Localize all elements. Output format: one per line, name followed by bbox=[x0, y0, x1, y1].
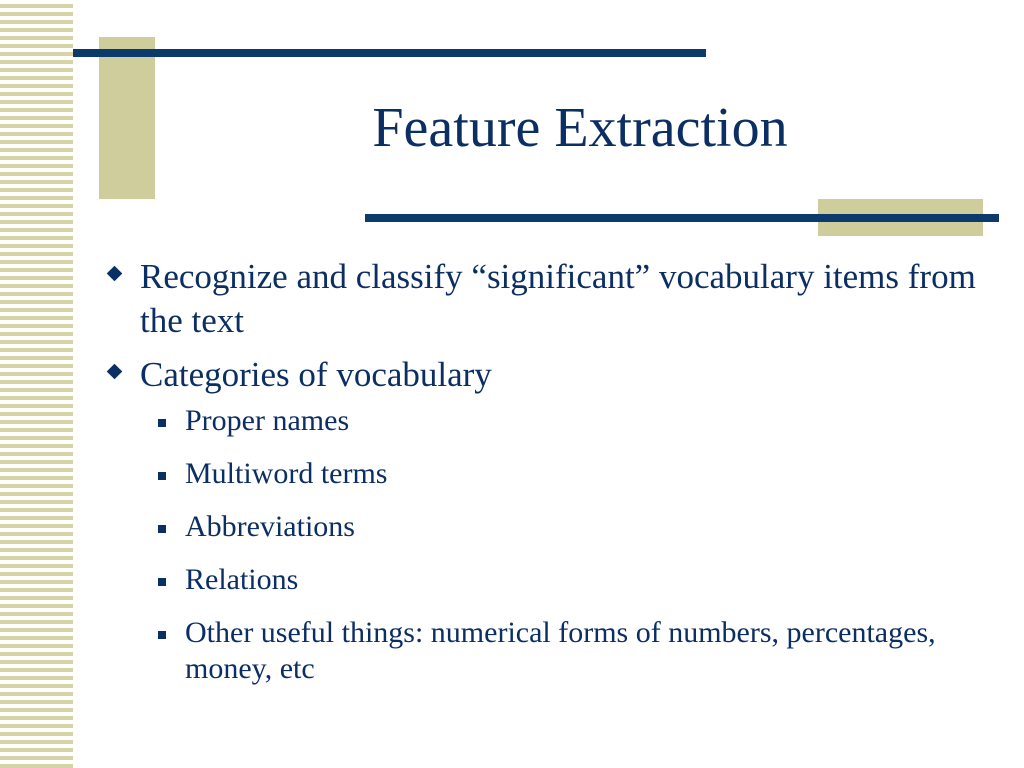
square-bullet-icon bbox=[158, 631, 166, 639]
striped-margin bbox=[0, 0, 73, 768]
sub-bullet-item bbox=[150, 509, 985, 545]
diamond-bullet-icon bbox=[107, 364, 123, 380]
square-bullet-icon bbox=[158, 578, 166, 586]
title-rule-bottom bbox=[365, 214, 999, 222]
accent-block-top bbox=[99, 37, 155, 199]
sub-bullet-text: Relations bbox=[185, 563, 299, 596]
sub-bullet-item bbox=[150, 615, 985, 687]
sub-bullet-text: Other useful things: numerical forms of numbers, percentages, money, etc bbox=[185, 616, 936, 685]
bullet-text: Categories of vocabulary bbox=[140, 355, 492, 394]
square-bullet-icon bbox=[158, 472, 166, 480]
square-bullet-icon bbox=[158, 525, 166, 533]
sub-bullet-list bbox=[150, 403, 985, 687]
bullet-item bbox=[105, 255, 985, 343]
square-bullet-icon bbox=[158, 419, 166, 427]
sub-bullet-item bbox=[150, 456, 985, 492]
sub-bullet-item bbox=[150, 562, 985, 598]
bullet-list bbox=[105, 255, 985, 704]
slide-title: Feature Extraction bbox=[372, 97, 788, 159]
sub-bullet-item bbox=[150, 403, 985, 439]
sub-bullet-text: Multiword terms bbox=[185, 457, 388, 490]
diamond-bullet-icon bbox=[107, 266, 123, 282]
bullet-text: Recognize and classify “significant” vocabulary items from the text bbox=[140, 257, 976, 340]
title-rule-top bbox=[73, 49, 706, 57]
sub-bullet-text: Proper names bbox=[185, 404, 350, 437]
sub-bullet-text: Abbreviations bbox=[185, 510, 355, 543]
bullet-item bbox=[105, 353, 985, 687]
